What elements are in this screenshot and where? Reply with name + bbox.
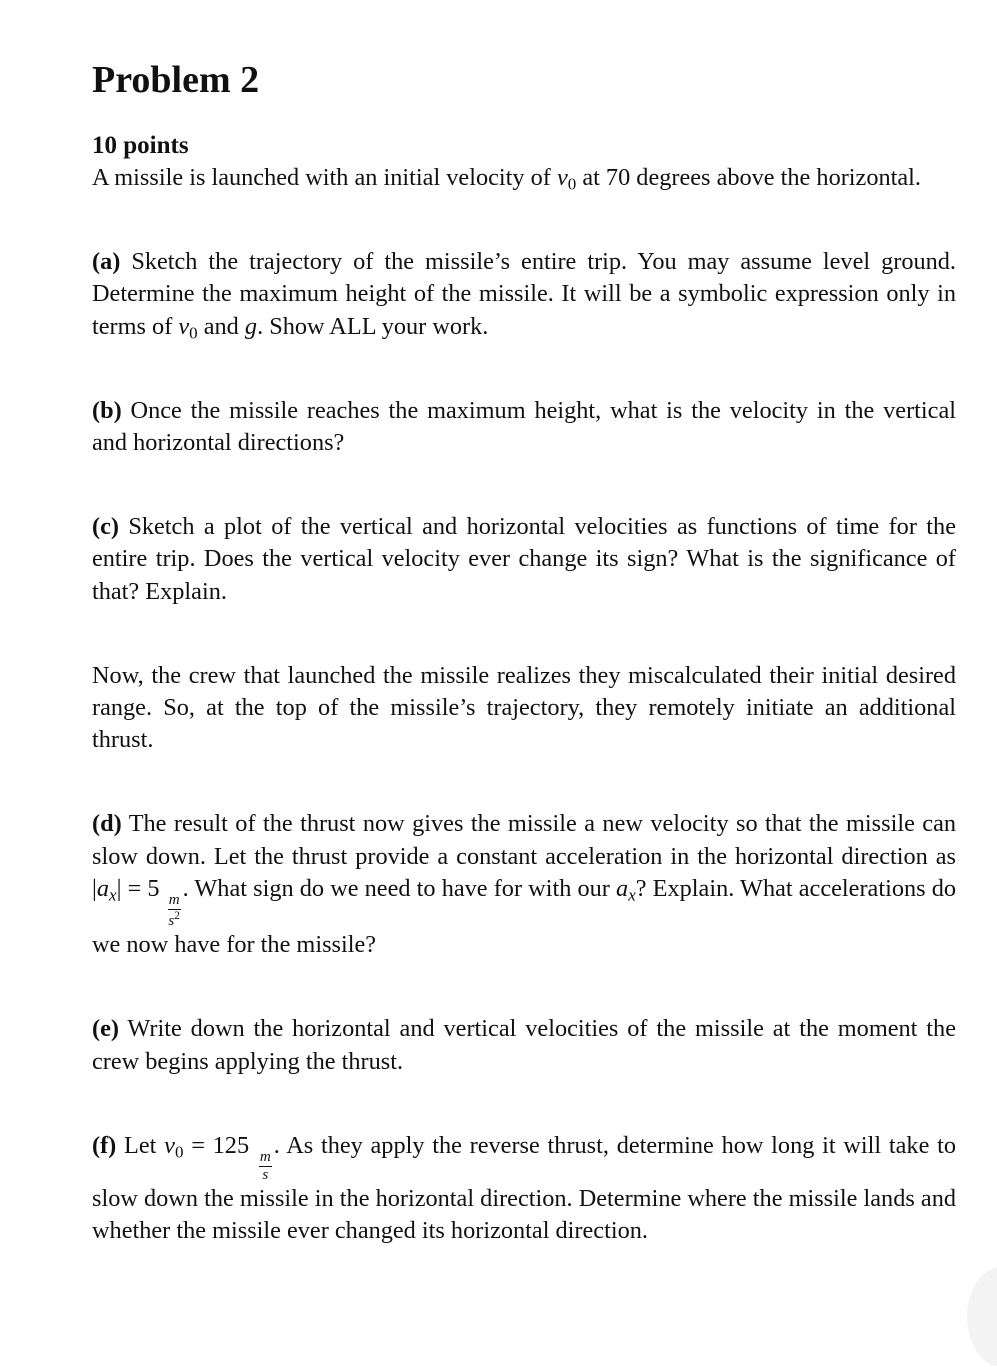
unit-denominator: s <box>168 913 175 930</box>
page-corner-shadow <box>967 1267 997 1367</box>
var-a: a <box>616 874 629 902</box>
var-a: a <box>96 874 110 902</box>
part-f <box>92 1130 956 1248</box>
unit-numerator: m <box>259 1150 272 1167</box>
part-f-text-3: . As they apply the reverse thrust, determine how long it will take to slow down the missile in the horizontal direction. Determine where the missile lands and whether the missile ever changed its horizontal direction. <box>92 1131 957 1245</box>
part-f-label: (f) <box>92 1131 117 1159</box>
part-e-label: (e) <box>92 1015 119 1043</box>
part-e <box>92 1013 956 1077</box>
unit-exponent: 2 <box>174 910 180 923</box>
sub-x: x <box>628 885 636 905</box>
intro-text-1: A missile is launched with an initial velocity of <box>92 164 557 191</box>
part-c-label: (c) <box>92 513 119 541</box>
part-c <box>92 511 956 608</box>
unit-m-per-s <box>259 1150 272 1183</box>
part-a-text-2: and <box>197 312 245 340</box>
part-d-text-3: . What sign do we need to have for with our <box>182 874 617 902</box>
part-e-text: Write down the horizontal and vertical velocities of the missile at the moment the crew begins applying the thrust. <box>92 1015 956 1075</box>
unit-denominator: s <box>262 1167 269 1184</box>
part-a-text-1: Sketch the trajectory of the missile’s entire trip. You may assume level ground. Determine the maximum height of the missile. It will be a symbolic expression only in terms of <box>92 248 956 340</box>
unit-m-per-s2 <box>168 893 181 929</box>
problem-title: Problem 2 <box>92 59 260 101</box>
part-d-label: (d) <box>92 810 122 838</box>
part-b <box>92 395 956 459</box>
narrative-paragraph: Now, the crew that launched the missile realizes they miscalculated their initial desired range. So, at the top of the missile’s trajectory, they remotely initiate an additional thrust. <box>92 661 956 754</box>
part-d <box>92 808 956 961</box>
part-a <box>92 246 956 343</box>
sub-0: 0 <box>189 322 198 342</box>
part-b-text: Once the missile reaches the maximum height, what is the velocity in the vertical and horizontal directions? <box>92 396 956 457</box>
part-f-text-2: = 125 <box>183 1131 257 1159</box>
var-v: v <box>556 164 568 191</box>
problem-intro <box>92 162 956 194</box>
part-a-label: (a) <box>92 248 121 276</box>
part-d-text-4: ? Explain. What accelerations do we now have for the missile? <box>92 874 957 959</box>
part-a-text-3: . Show ALL your work. <box>257 312 489 340</box>
points-label: 10 points <box>92 132 189 159</box>
problem-page <box>92 58 956 1248</box>
part-b-label: (b) <box>92 396 122 424</box>
var-v: v <box>178 312 190 340</box>
var-v: v <box>164 1131 175 1159</box>
part-f-text-1: Let <box>116 1131 165 1159</box>
sub-0: 0 <box>174 1142 184 1162</box>
part-c-text: Sketch a plot of the vertical and horizontal velocities as functions of time for the entire trip. Does the vertical velocity ever change its sign? What is the significance of that? Explain. <box>92 513 956 605</box>
unit-numerator: m <box>168 893 181 910</box>
intro-text-2: at 70 degrees above the horizontal. <box>576 164 921 191</box>
part-d-text-1: The result of the thrust now gives the missile a new velocity so that the missile can slow down. Let the thrust provide a constant acceleration in the horizontal direction as | <box>92 810 956 902</box>
part-d-text-2: | = 5 <box>116 874 166 902</box>
sub-x: x <box>109 885 117 905</box>
sub-0: 0 <box>567 174 577 194</box>
var-g: g <box>244 312 258 340</box>
